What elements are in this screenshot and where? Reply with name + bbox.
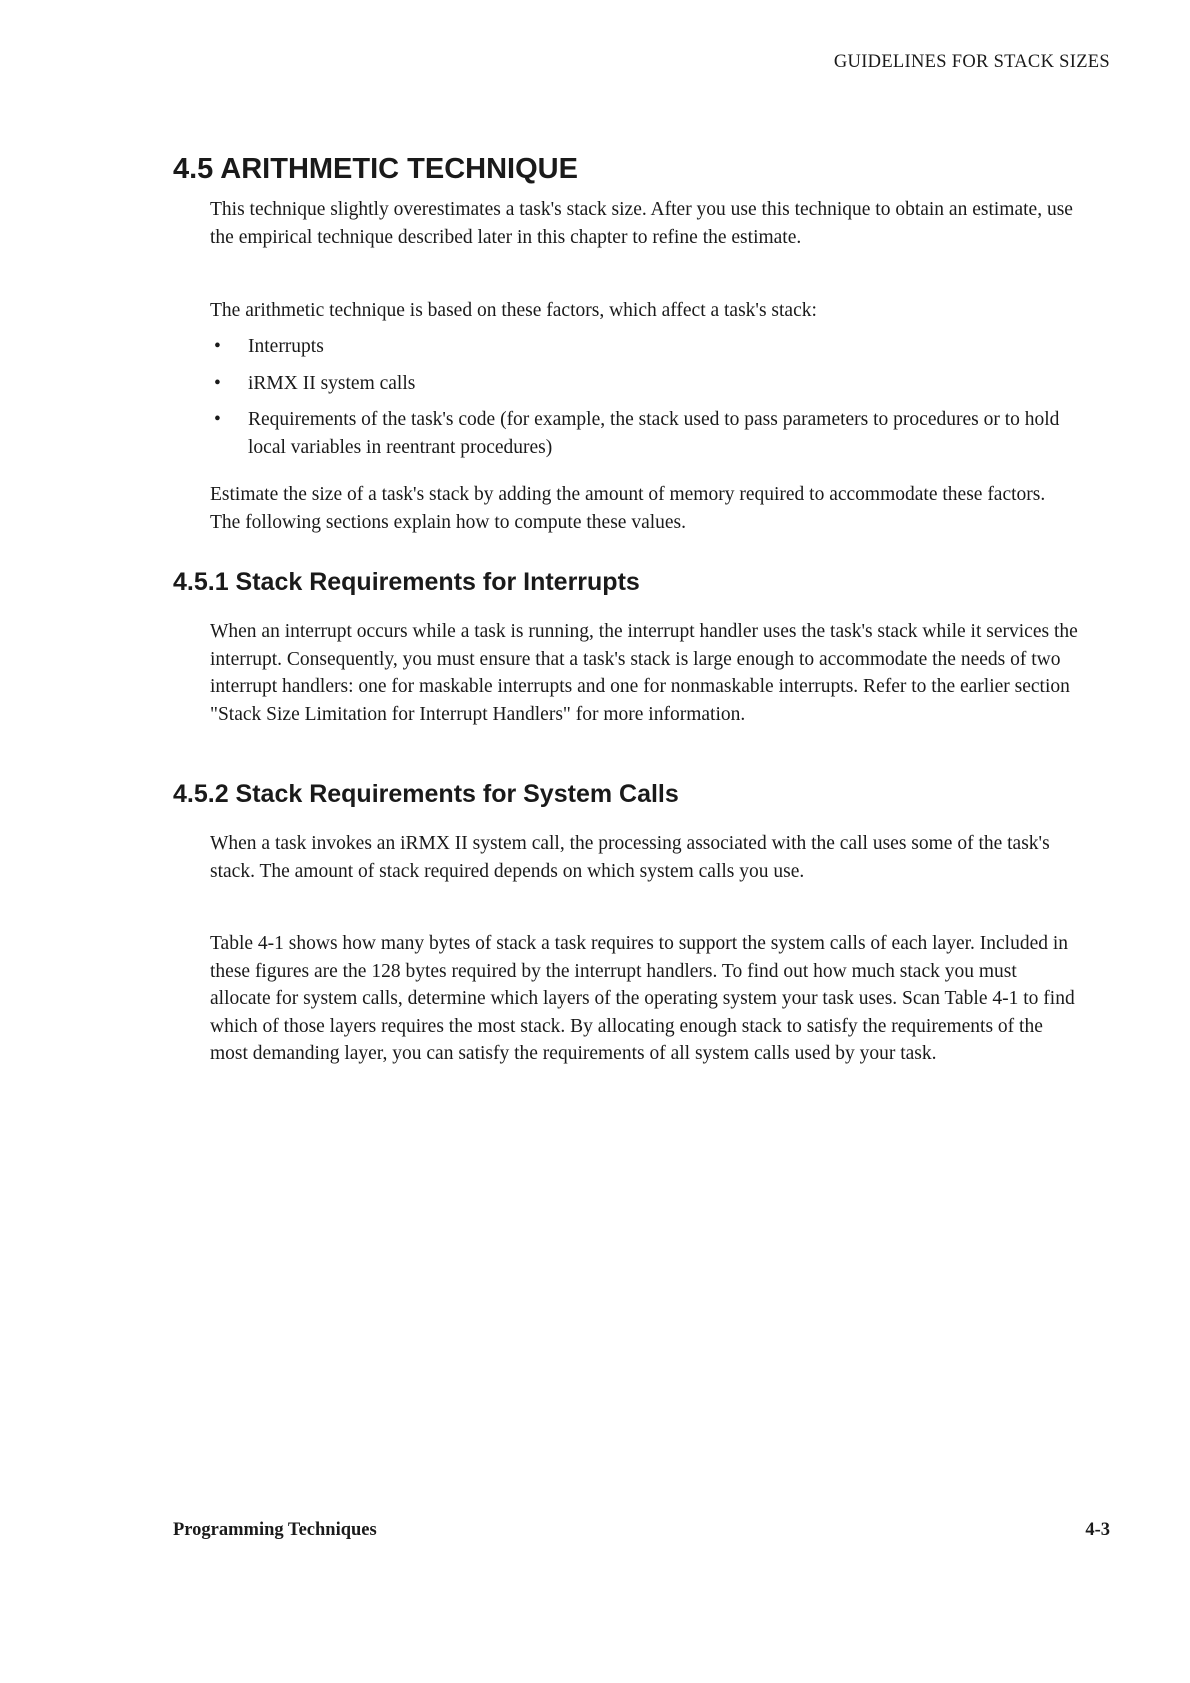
bullet-icon: •: [214, 409, 221, 430]
list-item: [210, 370, 1080, 398]
running-header: GUIDELINES FOR STACK SIZES: [833, 52, 1110, 72]
list-item: [210, 333, 1080, 361]
paragraph-overview: This technique slightly overestimates a task's stack size. After you use this technique to obtain an estimate, use the empirical technique described later in this chapter to refine the estimate.: [210, 199, 1073, 248]
list-item-text: iRMX II system calls: [248, 372, 416, 394]
section-heading-4-5-1: 4.5.1 Stack Requirements for Interrupts: [173, 568, 640, 596]
bullet-icon: •: [214, 336, 221, 357]
footer-book-title: Programming Techniques: [173, 1520, 377, 1540]
paragraph-estimate: Estimate the size of a task's stack by adding the amount of memory required to accommodate these factors. The following sections explain how to compute these values.: [210, 484, 1046, 533]
section-heading-4-5: 4.5 ARITHMETIC TECHNIQUE: [173, 153, 578, 185]
list-item-text: Requirements of the task's code (for example, the stack used to pass parameters to procedures or to hold local variables in reentrant procedures): [248, 409, 1060, 458]
paragraph-factors-intro: The arithmetic technique is based on these factors, which affect a task's stack:: [210, 300, 817, 321]
bullet-icon: •: [214, 372, 221, 394]
paragraph-system-calls: When a task invokes an iRMX II system call, the processing associated with the call uses some of the task's stack. The amount of stack required depends on which system calls you use.: [210, 833, 1050, 882]
paragraph-table-reference: Table 4-1 shows how many bytes of stack a task requires to support the system calls of each layer. Included in these figures are the 128 bytes required by the interrupt handlers. To find out how much stack you must allocate for system calls, determine which layers of the operating system your task uses. Scan Table 4-1 to find which of those layers requires the most stack. By allocating enough stack to satisfy the requirements of the most demanding layer, you can satisfy the requirements of all system calls used by your task.: [210, 933, 1075, 1064]
footer-page-number: 4-3: [1085, 1520, 1110, 1540]
paragraph-interrupts: When an interrupt occurs while a task is running, the interrupt handler uses the task's stack while it services the interrupt. Consequently, you must ensure that a task's stack is large enough to accommodate the needs of two interrupt handlers: one for maskable interrupts and one for nonmaskable interrupts. Refer to the earlier section "Stack Size Limitation for Interrupt Handlers" for more information.: [210, 621, 1078, 725]
list-item: [210, 406, 1080, 461]
factor-list: [210, 333, 1080, 461]
section-heading-4-5-2: 4.5.2 Stack Requirements for System Calls: [173, 780, 679, 808]
list-item-text: Interrupts: [248, 336, 324, 357]
